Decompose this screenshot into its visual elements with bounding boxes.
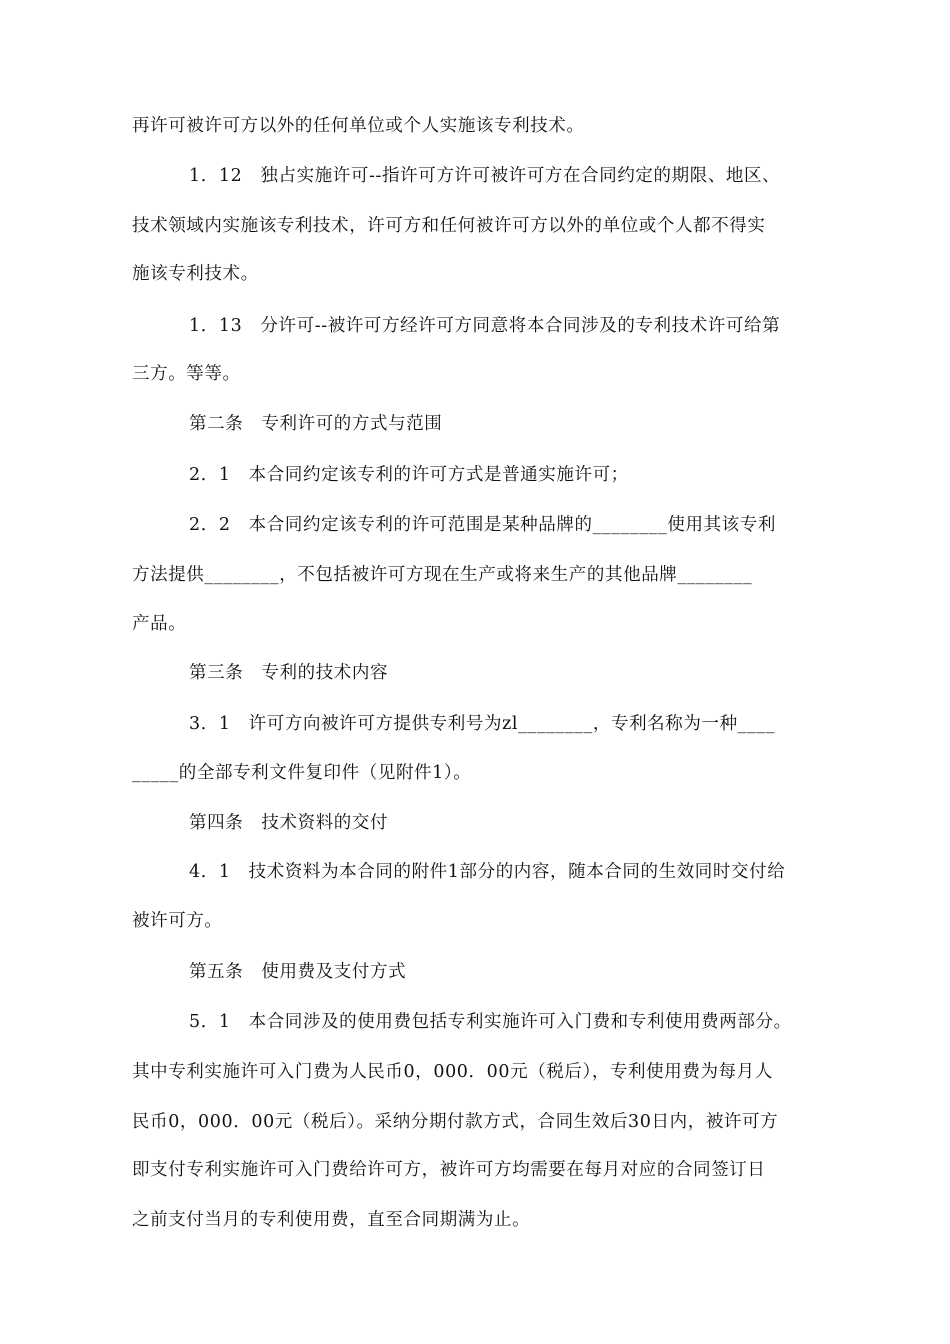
text-line: 2．2 本合同约定该专利的许可范围是某种品牌的________使用其该专利 bbox=[189, 515, 776, 535]
text-line: 三方。等等。 bbox=[132, 364, 241, 384]
text-line: 技术领域内实施该专利技术，许可方和任何被许可方以外的单位或个人都不得实 bbox=[132, 216, 766, 236]
text-line: 产品。 bbox=[132, 614, 187, 634]
section-heading: 第四条 技术资料的交付 bbox=[189, 813, 389, 833]
text-line: 即支付专利实施许可入门费给许可方，被许可方均需要在每月对应的合同签订日 bbox=[132, 1160, 766, 1180]
text-line: 2．1 本合同约定该专利的许可方式是普通实施许可； bbox=[189, 465, 629, 485]
text-line: 3．1 许可方向被许可方提供专利号为zl________，专利名称为一种____ bbox=[189, 714, 776, 734]
text-line: 施该专利技术。 bbox=[132, 264, 259, 284]
text-line: 4．1 技术资料为本合同的附件1部分的内容，随本合同的生效同时交付给 bbox=[189, 862, 786, 882]
text-line: 之前支付当月的专利使用费，直至合同期满为止。 bbox=[132, 1210, 531, 1230]
section-heading: 第三条 专利的技术内容 bbox=[189, 663, 389, 683]
text-line: 被许可方。 bbox=[132, 911, 223, 931]
text-line: _____的全部专利文件复印件（见附件1）。 bbox=[132, 763, 472, 783]
text-line: 方法提供________，不包括被许可方现在生产或将来生产的其他品牌________ bbox=[132, 565, 753, 585]
section-heading: 第五条 使用费及支付方式 bbox=[189, 962, 407, 982]
text-line: 5．1 本合同涉及的使用费包括专利实施许可入门费和专利使用费两部分。 bbox=[189, 1012, 792, 1032]
text-line: 1．12 独占实施许可--指许可方许可被许可方在合同约定的期限、地区、 bbox=[189, 166, 781, 186]
text-line: 其中专利实施许可入门费为人民币0，000．00元（税后），专利使用费为每月人 bbox=[132, 1062, 773, 1082]
text-line: 1．13 分许可--被许可方经许可方同意将本合同涉及的专利技术许可给第 bbox=[189, 316, 781, 336]
section-heading: 第二条 专利许可的方式与范围 bbox=[189, 414, 443, 434]
text-line: 再许可被许可方以外的任何单位或个人实施该专利技术。 bbox=[132, 116, 585, 136]
text-line: 民币0，000．00元（税后）。采纳分期付款方式，合同生效后30日内，被许可方 bbox=[132, 1112, 779, 1132]
